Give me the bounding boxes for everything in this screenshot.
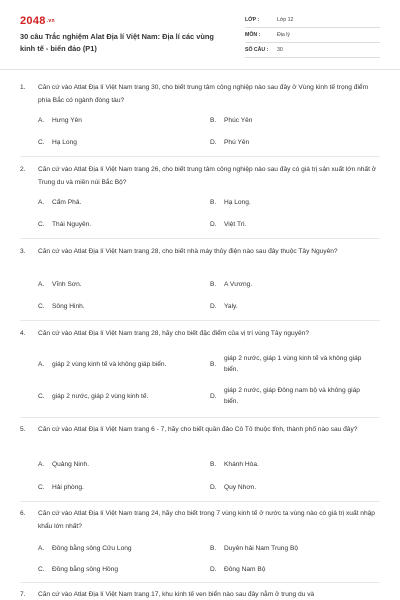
option-letter: B. [210,199,217,206]
question-divider [20,238,380,239]
meta-row-count [245,43,380,58]
option-letter: B. [210,545,217,552]
option-text: Đồng bằng sông Hồng [52,566,118,573]
option-a[interactable] [38,353,166,375]
option-a[interactable] [38,459,89,470]
option-letter: B. [210,360,217,368]
option-text: Khánh Hòa. [224,461,259,468]
option-text: Sông Hinh. [52,303,85,310]
option-d[interactable] [210,137,249,148]
option-letter: C. [38,566,45,573]
option-text: A Vương. [224,281,253,288]
option-text: Yaly. [224,303,238,310]
question-number: 6. [20,510,26,517]
option-text: Hưng Yên [52,117,82,124]
option-b[interactable] [210,543,298,554]
question-number: 4. [20,330,26,337]
option-a[interactable] [38,197,81,208]
question-divider [20,320,380,321]
page-header [20,10,380,66]
option-d[interactable] [210,482,256,493]
option-c[interactable] [38,482,84,493]
option-text: giáp 2 nước, giáp 2 vùng kinh tế. [52,392,149,400]
option-c[interactable] [38,301,85,312]
option-text: Hạ Long [52,139,77,146]
option-text: Duyên hải Nam Trung Bộ [224,545,299,552]
question-text: Căn cứ vào Atlat Địa lí Việt Nam trang 28, cho biết nhà máy thủy điện nào sau đây thuộc Tây Nguyên? [38,248,338,255]
option-letter: C. [38,139,45,146]
meta-label: MÔN : [245,32,261,38]
option-text: Hải phòng. [52,484,84,491]
option-d[interactable] [210,564,265,575]
meta-value: Lớp 12 [277,17,294,23]
question-number: 1. [20,84,26,91]
logo-suffix: .vn [46,18,55,25]
option-b[interactable] [210,459,259,470]
option-letter: C. [38,221,45,228]
option-letter: A. [38,199,45,206]
option-d[interactable] [210,301,238,312]
quiz-meta [245,13,380,58]
question-1 [20,84,380,164]
option-letter: C. [38,392,45,400]
option-letter: D. [210,303,217,310]
question-text: Căn cứ vào Atlat Địa lí Việt Nam trang 17, khu kinh tế ven biển nào sau đây nằm ở trung du và [38,591,315,598]
option-text: Cẩm Phả. [52,199,82,206]
option-text: Quảng Ninh. [52,461,90,468]
option-letter: B. [210,117,217,124]
option-text: Vĩnh Sơn. [52,281,82,288]
option-letter: B. [210,461,217,468]
meta-value: 30 [277,47,283,53]
option-text: giáp 2 nước, giáp Đông nam bộ và không giáp biển. [224,387,360,405]
option-c[interactable] [38,137,77,148]
option-b[interactable] [210,279,252,290]
option-d[interactable] [210,385,380,407]
header-divider [0,69,400,70]
site-logo[interactable] [20,15,55,27]
question-text: Căn cứ vào Atlat Địa lí Việt Nam trang 28, hãy cho biết đặc điểm của vị trí vùng Tây nguyên? [38,330,309,337]
question-number: 7. [20,591,26,598]
option-c[interactable] [38,219,91,230]
option-letter: B. [210,281,217,288]
option-a[interactable] [38,543,132,554]
question-text: Căn cứ vào Atlat Địa lí Việt Nam trang 30, cho biết trung tâm công nghiệp nào sau đây ở Vùng kinh tế trọng điểm phía Bắc có ngành đóng tàu? [38,84,369,104]
option-letter: A. [38,117,45,124]
question-number: 5. [20,426,26,433]
question-divider [20,582,380,583]
option-d[interactable] [210,219,247,230]
option-text: Việt Trì. [224,221,247,228]
question-divider [20,156,380,157]
question-text: Căn cứ vào Atlat Địa lí Việt Nam trang 24, hãy cho biết trong 7 vùng kinh tế ở nước ta vùng nào có giá trị xuất nhập khẩu lớn nhất? [38,510,375,530]
question-divider [20,501,380,502]
question-text: Căn cứ vào Atlat Địa lí Việt Nam trang 6 - 7, hãy cho biết quần đảo Cô Tô thuộc tỉnh, thành phố nào sau đây? [38,426,358,433]
option-letter: C. [38,303,45,310]
option-text: Hạ Long. [224,199,251,206]
option-a[interactable] [38,115,82,126]
option-letter: A. [38,360,45,368]
option-letter: A. [38,281,45,288]
option-letter: D. [210,566,217,573]
meta-row-class [245,13,380,28]
option-a[interactable] [38,279,82,290]
logo-text: 2048 [20,15,46,27]
option-b[interactable] [210,115,252,126]
option-letter: A. [38,545,45,552]
option-text: Đồng bằng sông Cửu Long [52,545,132,552]
option-b[interactable] [210,197,251,208]
question-3 [20,248,380,328]
question-number: 2. [20,166,26,173]
option-letter: D. [210,139,217,146]
option-letter: A. [38,461,45,468]
option-text: giáp 2 vùng kinh tế và không giáp biển. [52,360,167,368]
option-text: Đông Nam Bộ [224,566,266,573]
option-letter: D. [210,484,217,491]
question-6 [20,510,380,590]
meta-row-subject [245,28,380,43]
meta-label: LỚP : [245,17,260,23]
meta-value: Địa lý [277,32,290,38]
option-c[interactable] [38,564,118,575]
question-text: Căn cứ vào Atlat Địa lí Việt Nam trang 26, cho biết trung tâm công nghiệp nào sau đây có giá trị sản xuất lớn nhất ở Trung du và miền núi Bắc Bộ? [38,166,377,186]
option-text: Thái Nguyên. [52,221,92,228]
option-text: Phúc Yên [224,117,253,124]
question-divider [20,417,380,418]
option-letter: D. [210,221,217,228]
option-text: giáp 2 nước, giáp 1 vùng kinh tế và không giáp biển. [224,355,362,373]
question-2 [20,166,380,246]
option-text: Phú Yên [224,139,250,146]
question-7 [20,591,380,600]
question-5 [20,426,380,506]
option-b[interactable] [210,353,380,375]
option-letter: D. [210,392,217,400]
question-4 [20,330,380,420]
option-c[interactable] [38,385,148,407]
page-title: 30 câu Trắc nghiệm Alat Địa lí Việt Nam: Địa lí các vùng kinh tế - biển đảo (P1) [20,32,214,53]
option-letter: C. [38,484,45,491]
meta-label: SỐ CÂU : [245,47,269,53]
option-text: Quy Nhơn. [224,484,257,491]
question-number: 3. [20,248,26,255]
